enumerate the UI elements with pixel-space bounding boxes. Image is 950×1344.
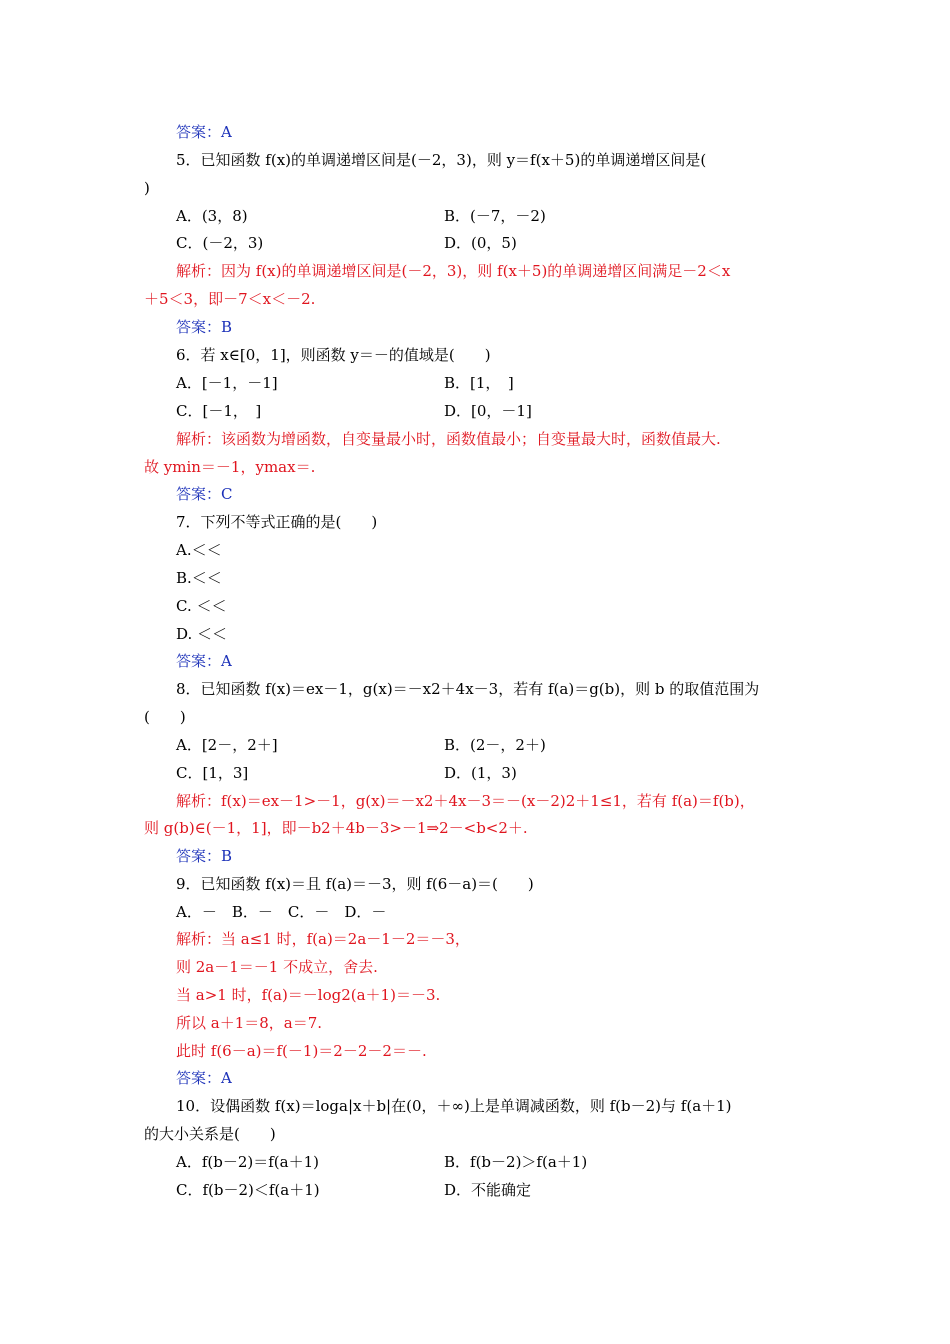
option-b: B．(－7，－2) bbox=[444, 207, 546, 225]
analysis-text: ＋5＜3，即－7＜x＜－2. bbox=[144, 290, 316, 308]
option-a: A．[2－，2＋] bbox=[176, 736, 278, 754]
analysis-text: 所以 a＋1＝8，a＝7. bbox=[176, 1014, 323, 1032]
option-a: A．(3，8) bbox=[176, 207, 248, 225]
option-d: D．(0，5) bbox=[444, 234, 517, 252]
question-9-options: A．－ B．－ C．－ D．－ bbox=[176, 903, 387, 921]
option-b: B．f(b－2)＞f(a＋1) bbox=[444, 1153, 588, 1171]
answer-label: 答案：B bbox=[176, 318, 233, 336]
analysis-text: 解析：f(x)＝ex－1>－1，g(x)＝－x2＋4x－3＝－(x－2)2＋1≤1，若有 f(a)＝f(b)， bbox=[176, 792, 755, 810]
analysis-text: 解析：当 a≤1 时，f(a)＝2a－1－2＝－3， bbox=[176, 930, 470, 948]
question-10-stem-cont: 的大小关系是( ) bbox=[144, 1125, 276, 1143]
analysis-text: 故 ymin＝－1，ymax＝. bbox=[144, 458, 316, 476]
option-a: A.＜＜ bbox=[176, 541, 222, 559]
question-5-stem: 5．已知函数 f(x)的单调递增区间是(－2，3)，则 y＝f(x＋5)的单调递增区间是( bbox=[176, 151, 707, 169]
option-d: D．不能确定 bbox=[444, 1181, 532, 1199]
answer-label: 答案：C bbox=[176, 485, 233, 503]
analysis-text: 解析：因为 f(x)的单调递增区间是(－2，3)，则 f(x＋5)的单调递增区间满足－2＜x bbox=[176, 262, 731, 280]
question-9-stem: 9．已知函数 f(x)＝且 f(a)＝－3，则 f(6－a)＝( ) bbox=[176, 875, 534, 893]
analysis-text: 此时 f(6－a)＝f(－1)＝2－2－2＝－. bbox=[176, 1042, 427, 1060]
question-5-stem-cont: ) bbox=[144, 179, 150, 197]
answer-label: 答案：A bbox=[176, 1069, 232, 1087]
option-c: C．[－1， ] bbox=[176, 402, 262, 420]
answer-label: 答案：A bbox=[176, 123, 232, 141]
option-d: D．[0，－1] bbox=[444, 402, 532, 420]
option-c: C．f(b－2)＜f(a＋1) bbox=[176, 1181, 320, 1199]
option-c: C．(－2，3) bbox=[176, 234, 264, 252]
question-8-stem-cont: ( ) bbox=[144, 708, 186, 726]
option-b: B.＜＜ bbox=[176, 569, 222, 587]
question-10-stem: 10．设偶函数 f(x)＝loga|x＋b|在(0，＋∞)上是单调减函数，则 f(b－2)与 f(a＋1) bbox=[176, 1097, 732, 1115]
answer-label: 答案：A bbox=[176, 652, 232, 670]
option-a: A．[－1，－1] bbox=[176, 374, 278, 392]
option-b: B．(2－，2＋) bbox=[444, 736, 546, 754]
analysis-text: 解析：该函数为增函数，自变量最小时，函数值最小；自变量最大时，函数值最大. bbox=[176, 430, 721, 448]
option-c: C．[1，3] bbox=[176, 764, 249, 782]
analysis-text: 则 2a－1＝－1 不成立，舍去. bbox=[176, 958, 378, 976]
option-b: B．[1， ] bbox=[444, 374, 514, 392]
question-7-stem: 7．下列不等式正确的是( ) bbox=[176, 513, 378, 531]
analysis-text: 则 g(b)∈(－1，1]，即－b2＋4b－3>－1⇒2－<b<2＋. bbox=[144, 819, 528, 837]
question-8-stem: 8．已知函数 f(x)＝ex－1，g(x)＝－x2＋4x－3，若有 f(a)＝g(b)，则 b 的取值范围为 bbox=[176, 680, 760, 698]
analysis-text: 当 a>1 时，f(a)＝－log2(a＋1)＝－3. bbox=[176, 986, 441, 1004]
option-c: C. ＜＜ bbox=[176, 597, 227, 615]
answer-label: 答案：B bbox=[176, 847, 233, 865]
option-a: A．f(b－2)＝f(a＋1) bbox=[176, 1153, 319, 1171]
option-d: D. ＜＜ bbox=[176, 625, 228, 643]
question-6-stem: 6．若 x∈[0，1]，则函数 y＝－的值域是( ) bbox=[176, 346, 491, 364]
option-d: D．(1，3) bbox=[444, 764, 517, 782]
